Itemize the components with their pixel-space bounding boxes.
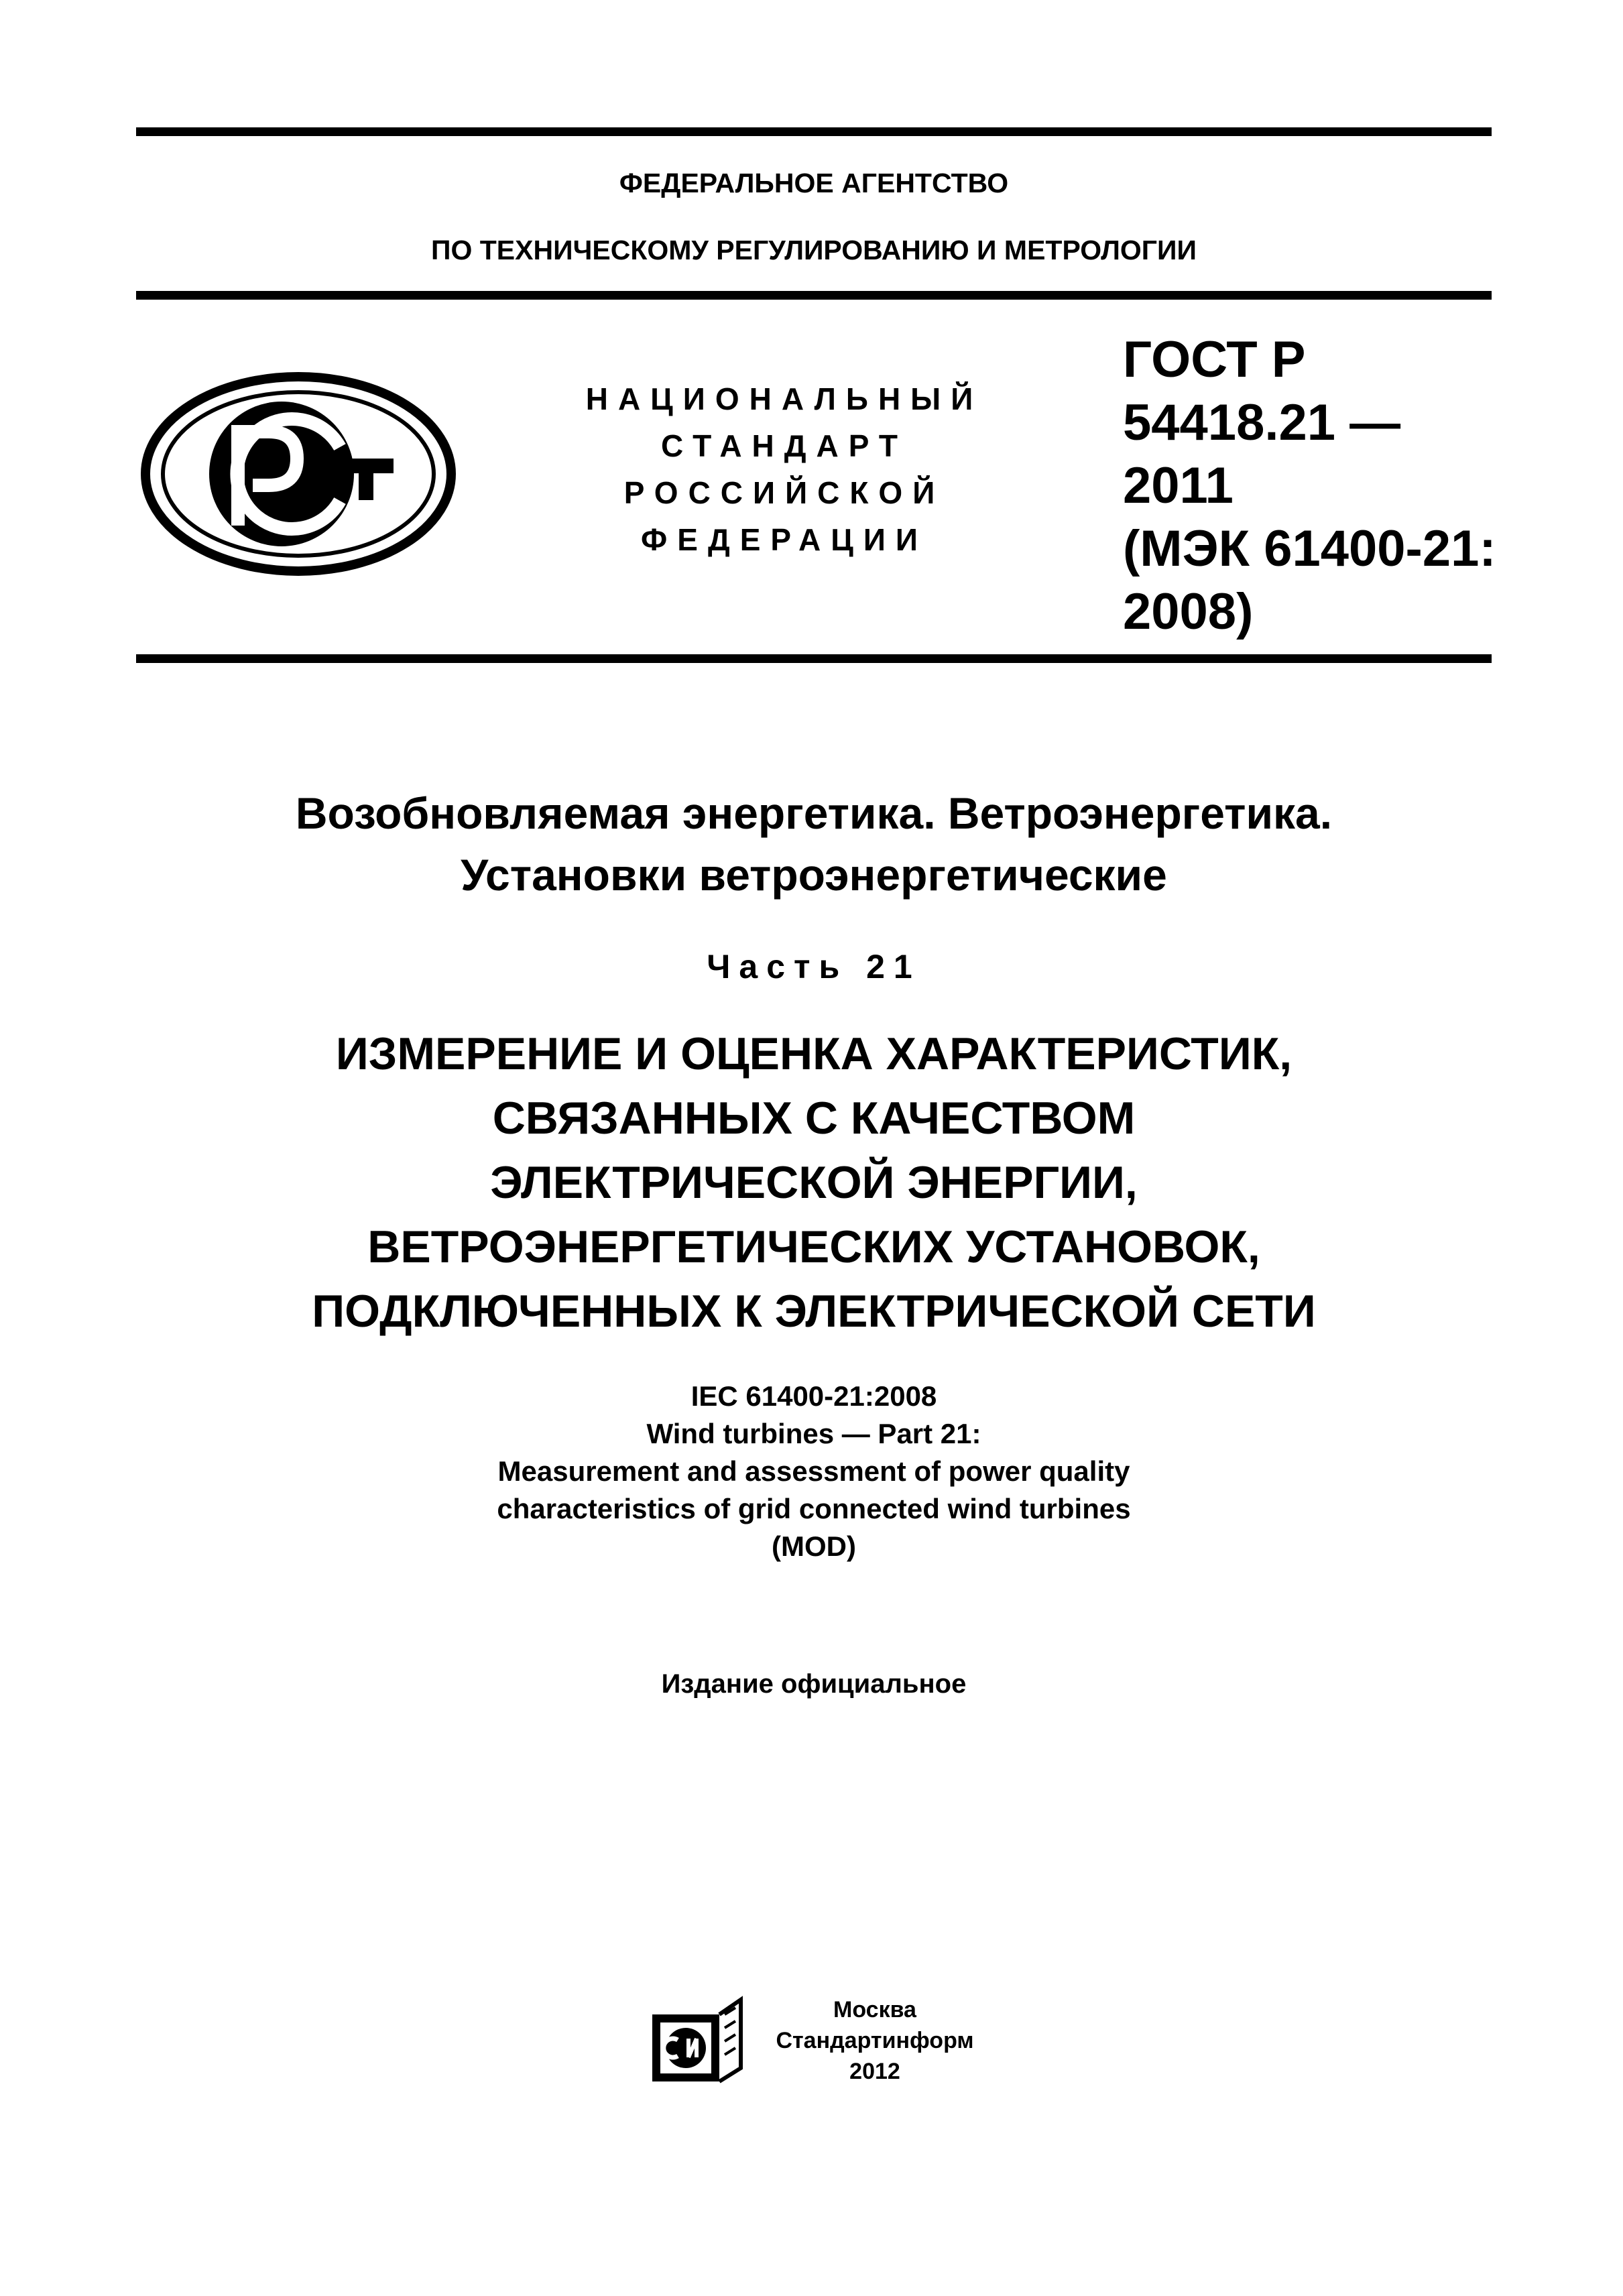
main-title-line: СВЯЗАННЫХ С КАЧЕСТВОМ [492, 1093, 1136, 1144]
main-title-line: ЭЛЕКТРИЧЕСКОЙ ЭНЕРГИИ, [490, 1157, 1138, 1208]
title-line-1: Возобновляемая энергетика. Ветроэнергетика. [295, 788, 1333, 838]
designation-rule [136, 654, 1492, 663]
iec-line: IEC 61400-21:2008 [690, 1380, 937, 1412]
title-line-2: Установки ветроэнергетические [461, 850, 1167, 900]
iec-line: (MOD) [772, 1530, 856, 1562]
publisher-info [751, 1994, 999, 2087]
iec-line: Measurement and assessment of power quality [497, 1455, 1130, 1487]
designation-line: (МЭК 61400-21: [1123, 520, 1496, 577]
top-rule [136, 127, 1492, 136]
agency-line-2: ПО ТЕХНИЧЕСКОМУ РЕГУЛИРОВАНИЮ И МЕТРОЛОГИИ [431, 235, 1197, 265]
standard-designation [1123, 328, 1498, 644]
national-standard [550, 375, 1019, 563]
edition-label: Издание официальное [661, 1669, 967, 1699]
main-title-line: ВЕТРОЭНЕРГЕТИЧЕСКИХ УСТАНОВОК, [367, 1221, 1260, 1272]
publisher-year: 2012 [849, 2059, 900, 2084]
designation-line: 2011 [1123, 457, 1234, 514]
national-standard-line: НАЦИОНАЛЬНЫЙ [585, 381, 983, 416]
publisher-name: Стандартинформ [776, 2028, 974, 2053]
standartinform-logo-icon [647, 1994, 747, 2088]
publisher-city: Москва [833, 1997, 916, 2022]
part-number: Часть 21 [707, 948, 921, 985]
main-title-line: ПОДКЛЮЧЕННЫХ К ЭЛЕКТРИЧЕСКОЙ СЕТИ [312, 1286, 1316, 1337]
national-standard-line: ФЕДЕРАЦИИ [641, 522, 928, 557]
header-rule [136, 291, 1492, 300]
national-standard-line: СТАНДАРТ [661, 428, 908, 463]
iec-line: characteristics of grid connected wind turbines [497, 1493, 1131, 1524]
agency-line-1: ФЕДЕРАЛЬНОЕ АГЕНТСТВО [619, 168, 1009, 198]
rst-conformity-mark-icon [137, 370, 459, 578]
designation-line: 54418.21 — [1123, 394, 1401, 451]
iec-line: Wind turbines — Part 21: [646, 1418, 981, 1449]
designation-line: ГОСТ Р [1123, 331, 1306, 388]
national-standard-line: РОССИЙСКОЙ [623, 475, 945, 510]
main-title-line: ИЗМЕРЕНИЕ И ОЦЕНКА ХАРАКТЕРИСТИК, [335, 1028, 1293, 1079]
designation-line: 2008) [1123, 583, 1254, 640]
